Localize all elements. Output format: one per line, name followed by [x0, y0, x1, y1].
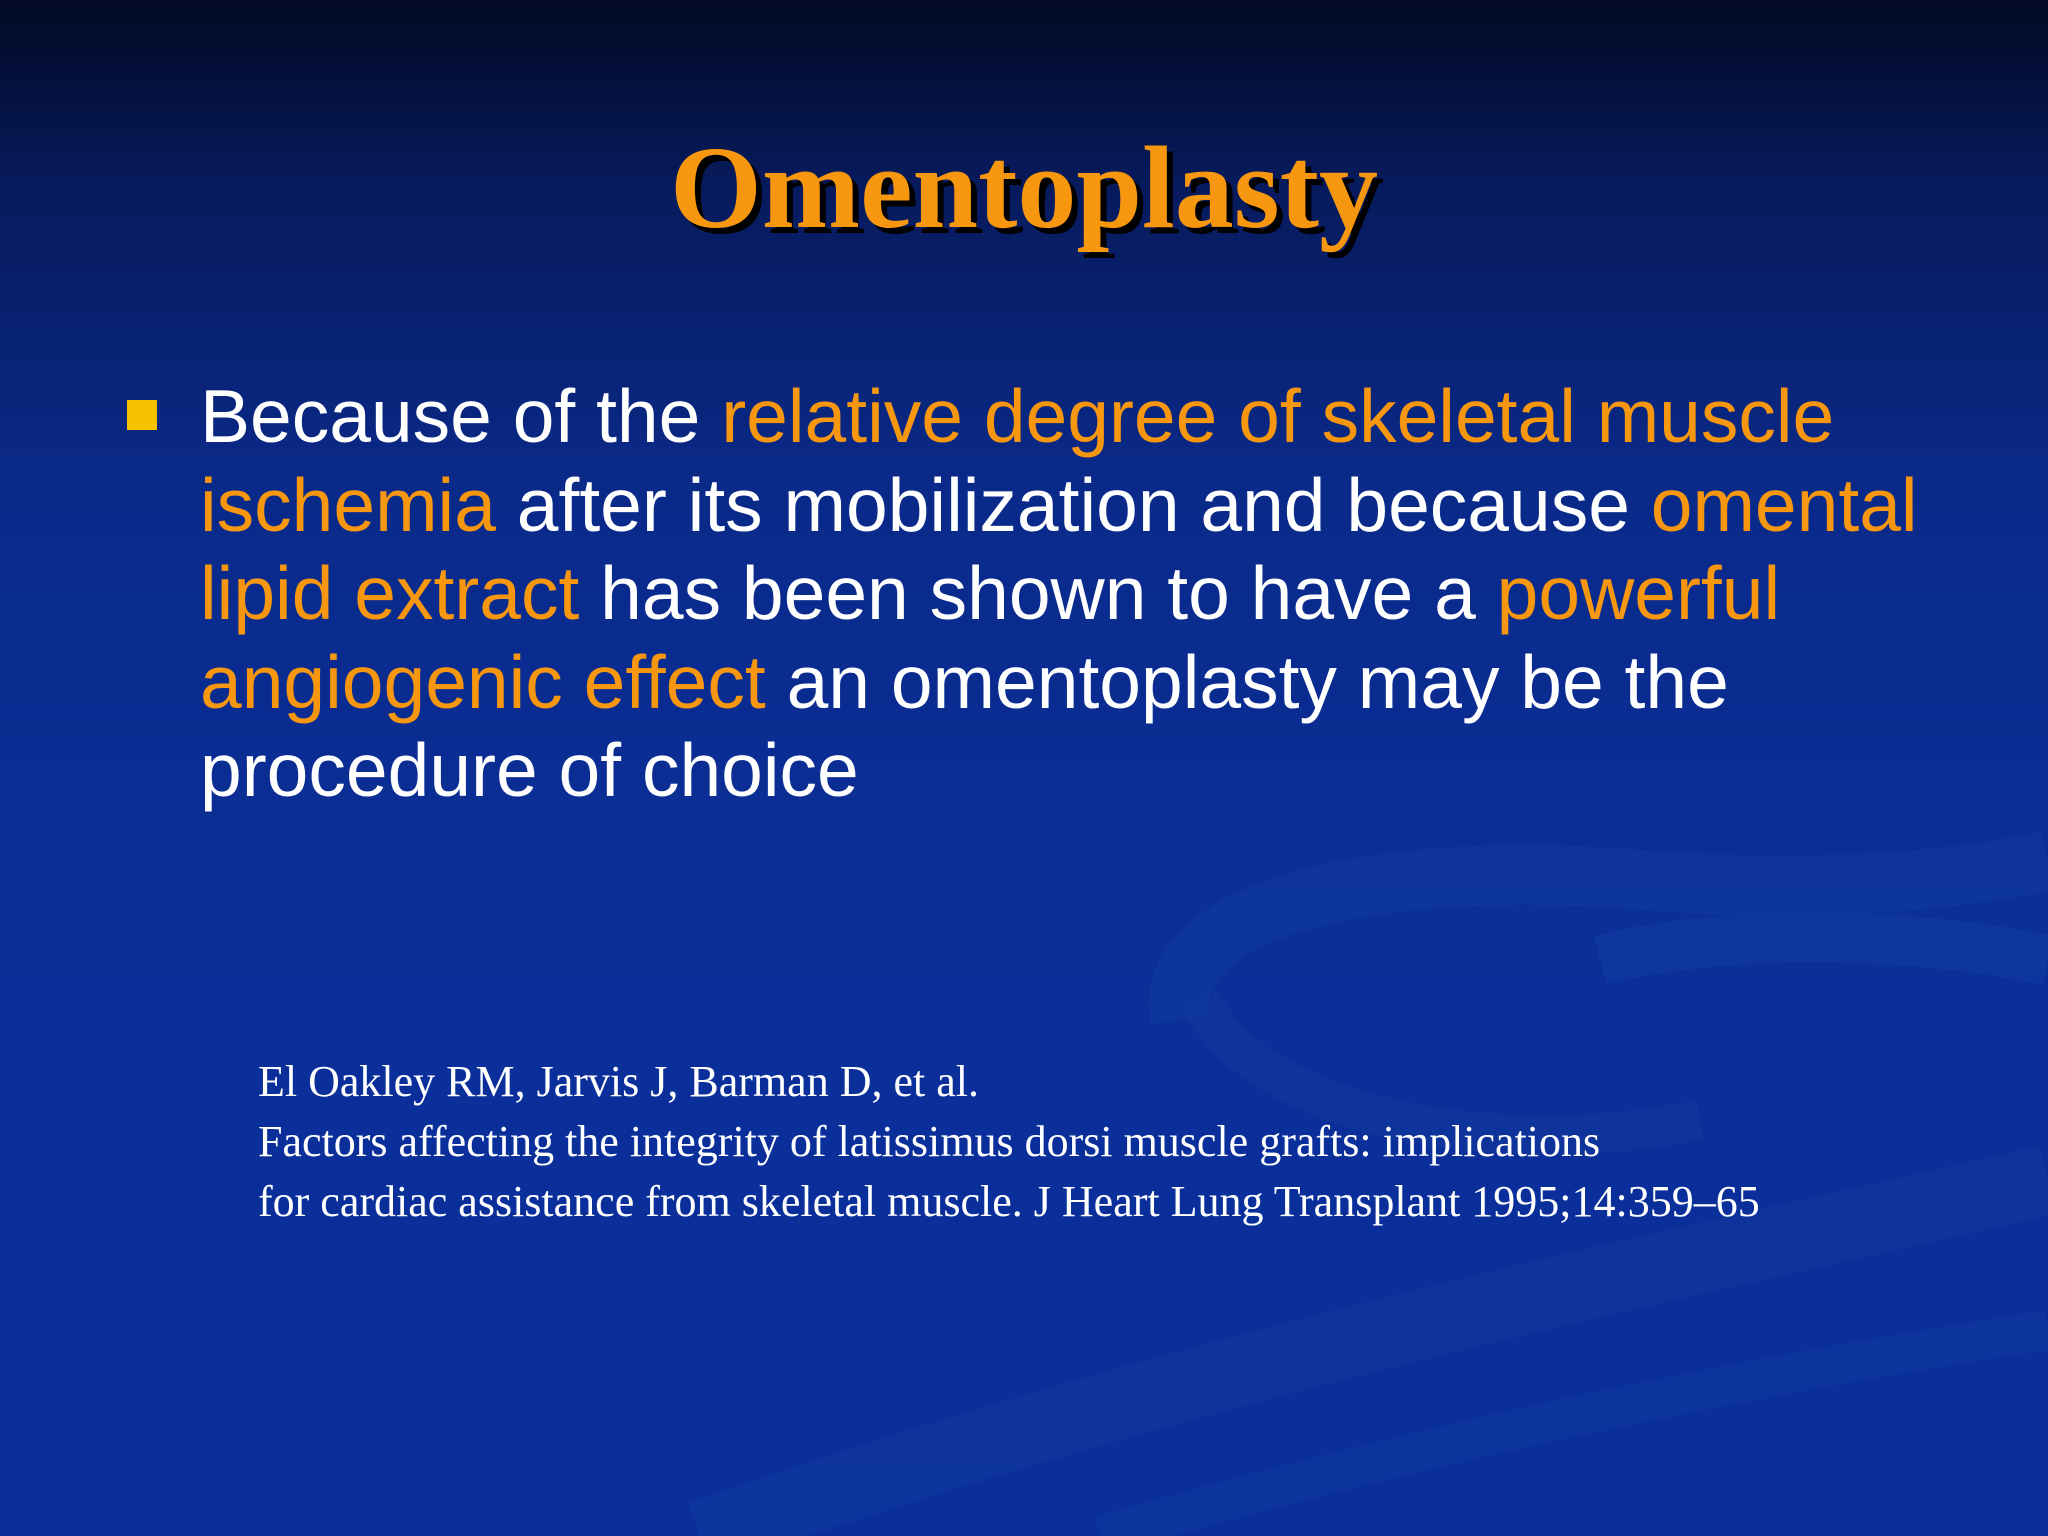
bullet-text [200, 372, 1980, 815]
bullet-highlight: relative degree of skeletal muscle ischemia [200, 374, 1835, 547]
bullet-segment: Because of the [200, 374, 722, 458]
bullet-segment: has been shown to have a [579, 551, 1497, 635]
bullet-segment: an omentoplasty may be the procedure of choice [200, 639, 1729, 812]
citation-reference [258, 1052, 2018, 1232]
slide-title: Omentoplasty [670, 122, 1378, 253]
bullet-highlight: powerful angiogenic effect [200, 551, 1781, 724]
bullet-highlight: omental lipid extract [200, 462, 1918, 635]
citation-journal-line: for cardiac assistance from skeletal muscle. J Heart Lung Transplant 1995;14:359–65 [258, 1177, 1760, 1226]
bullet-segment: after its mobilization and because [495, 462, 1651, 547]
citation-title-line: Factors affecting the integrity of latissimus dorsi muscle grafts: implications [258, 1117, 1601, 1166]
bullet-square-icon [127, 400, 157, 430]
citation-authors: El Oakley RM, Jarvis J, Barman D, et al. [258, 1057, 979, 1106]
